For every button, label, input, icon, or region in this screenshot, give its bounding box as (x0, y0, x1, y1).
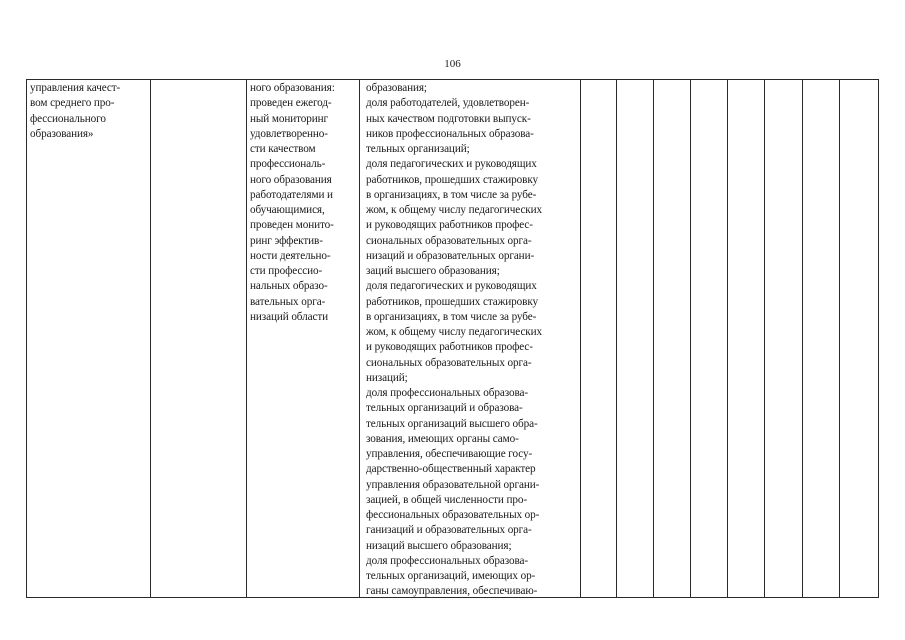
cell-text-empty (803, 80, 839, 81)
table-cell-col10 (764, 79, 802, 598)
table-cell-col2 (150, 79, 246, 598)
table-cell-col8 (690, 79, 727, 598)
table-cell-col1 (26, 79, 150, 598)
table-cell-col9 (727, 79, 764, 598)
cell-text-empty (581, 80, 616, 81)
table-cell-col6 (616, 79, 653, 598)
table-cell-col5 (580, 79, 616, 598)
table-cell-col3 (246, 79, 359, 598)
cell-text-empty (617, 80, 653, 81)
cell-text-empty (691, 80, 727, 81)
table-cell-col11 (802, 79, 839, 598)
cell-text-indicators: образования; доля работодателей, удовлетворен- ных качеством подготовки выпуск- ников профессиональных образова- тельных организаций; доля педагогических и руководящих работников, прошедших стажировку в организациях, в том числе за рубе- жом, к общему числу педагогических и руководящих работников профес- сиональных образовательных орга- низаций и образовательных органи- заций высшего образования; доля педагогических и руководящих работников, прошедших стажировку в организациях, в том числе за рубе- жом, к общему числу педагогических и руководящих работников профес- сиональных образовательных орга- низаций; доля профессиональных образова- тельных организаций и образова- тельных организаций высшего обра- зования, имеющих органы само- управления, обеспечивающие госу- дарственно-общественный характер управления образовательной органи- зацией, в общей численности про- фессиональных образовательных ор- ганизаций и образовательных орга- низаций высшего образования; доля профессиональных образова- тельных организаций, имеющих ор- ганы самоуправления, обеспечиваю- (366, 82, 543, 598)
cell-text-empty (840, 80, 878, 81)
table-cell-col12 (839, 79, 879, 598)
page-number: 106 (444, 58, 461, 70)
document-table (26, 79, 879, 598)
table-cell-col7 (653, 79, 690, 598)
cell-text-results: ного образования: проведен ежегод- ный мониторинг удовлетворенно- сти качеством профессиональ- ного образования работодателями и обучающимися, проведен монито- ринг эффектив- ности деятельно- сти профессио- нальных образо- вательных орга- низаций области (250, 82, 335, 323)
cell-text-empty (151, 80, 246, 81)
cell-text-empty (654, 80, 690, 81)
table-cell-col4 (359, 79, 580, 598)
cell-text-empty (728, 80, 764, 81)
cell-text-empty (765, 80, 802, 81)
cell-text-objective: управления качест- вом среднего про- фессионального образования» (30, 82, 121, 140)
